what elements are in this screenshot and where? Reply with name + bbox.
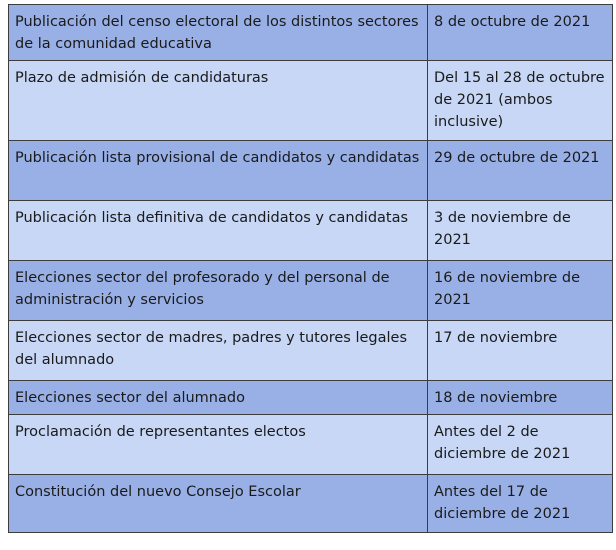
table-row: [9, 475, 613, 533]
table-row: [9, 261, 613, 321]
table-row: [9, 5, 613, 61]
event-cell: Elecciones sector de madres, padres y tutores legales del alumnado: [9, 321, 428, 381]
date-cell: 17 de noviembre: [428, 321, 613, 381]
date-cell: 3 de noviembre de 2021: [428, 201, 613, 261]
table-row: [9, 321, 613, 381]
date-cell: 29 de octubre de 2021: [428, 141, 613, 201]
event-cell: Publicación lista provisional de candidatos y candidatas: [9, 141, 428, 201]
electoral-calendar-table: [8, 4, 613, 533]
date-cell: Antes del 2 de diciembre de 2021: [428, 415, 613, 475]
date-cell: Del 15 al 28 de octubre de 2021 (ambos inclusive): [428, 61, 613, 141]
event-cell: Proclamación de representantes electos: [9, 415, 428, 475]
event-cell: Elecciones sector del profesorado y del personal de administración y servicios: [9, 261, 428, 321]
table-row: [9, 381, 613, 415]
event-cell: Plazo de admisión de candidaturas: [9, 61, 428, 141]
date-cell: Antes del 17 de diciembre de 2021: [428, 475, 613, 533]
event-cell: Elecciones sector del alumnado: [9, 381, 428, 415]
event-cell: Publicación del censo electoral de los distintos sectores de la comunidad educativa: [9, 5, 428, 61]
table-row: [9, 61, 613, 141]
date-cell: 18 de noviembre: [428, 381, 613, 415]
date-cell: 8 de octubre de 2021: [428, 5, 613, 61]
event-cell: Publicación lista definitiva de candidatos y candidatas: [9, 201, 428, 261]
date-cell: 16 de noviembre de 2021: [428, 261, 613, 321]
table-row: [9, 415, 613, 475]
table-row: [9, 201, 613, 261]
table-row: [9, 141, 613, 201]
event-cell: Constitución del nuevo Consejo Escolar: [9, 475, 428, 533]
